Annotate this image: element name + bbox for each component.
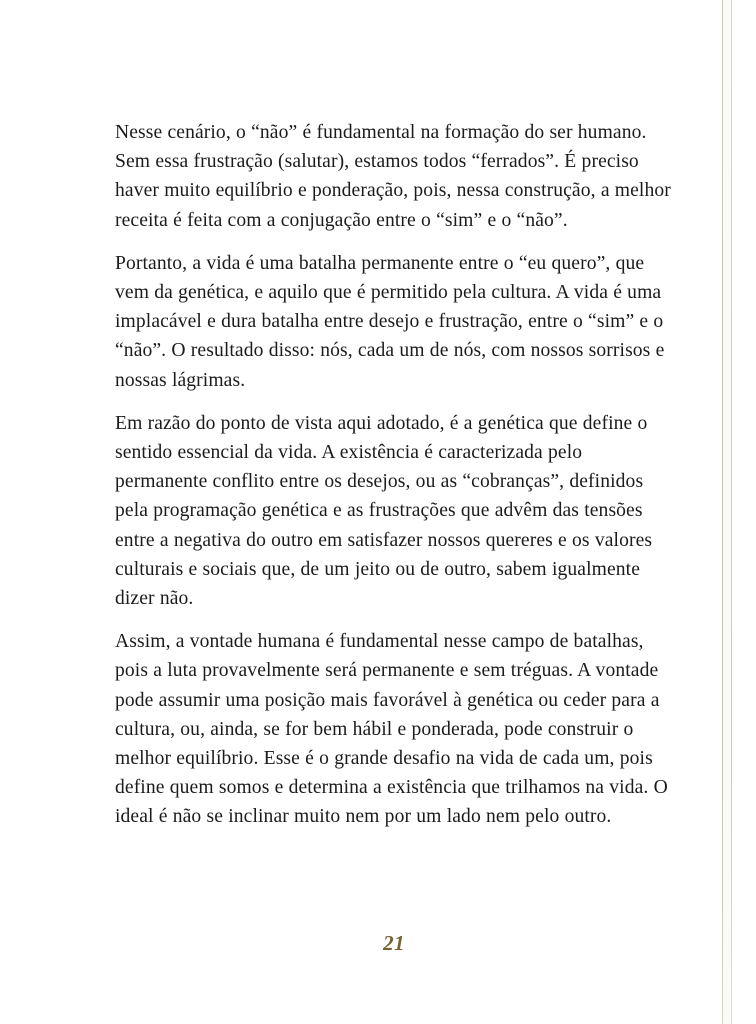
text-column xyxy=(115,118,673,832)
page-edge-line-inner xyxy=(722,0,723,1024)
body-paragraph: Assim, a vontade humana é fundamental nesse campo de batalhas, pois a luta provavelmente será permanente e sem tréguas. A vontade pode assumir uma posição mais favorável à genética ou ceder para a cultura, ou, ainda, se for bem hábil e ponderada, pode construir o melhor equilíbrio. Esse é o grande desafio na vida de cada um, pois define quem somos e determina a existência que trilhamos na vida. O ideal é não se inclinar muito nem por um lado nem pelo outro. xyxy=(115,631,668,828)
page-number: 21 xyxy=(383,931,405,955)
page-edge-gutter xyxy=(723,0,731,1024)
body-paragraph: Portanto, a vida é uma batalha permanente entre o “eu quero”, que vem da genética, e aquilo que é permitido pela cultura. A vida é uma implacável e dura batalha entre desejo e frustração, entre o “sim” e o “não”. O resultado disso: nós, cada um de nós, com nossos sorrisos e nossas lágrimas. xyxy=(115,252,665,391)
body-paragraph: Nesse cenário, o “não” é fundamental na formação do ser humano. Sem essa frustração (salutar), estamos todos “ferrados”. É preciso haver muito equilíbrio e ponderação, pois, nessa construção, a melhor receita é feita com a conjugação entre o “sim” e o “não”. xyxy=(115,122,671,231)
body-paragraph: Em razão do ponto de vista aqui adotado, é a genética que define o sentido essencial da vida. A existência é caracterizada pelo permanente conflito entre os desejos, ou as “cobranças”, definidos pela programação genética e as frustrações que advêm das tensões entre a negativa do outro em satisfazer nossos quereres e os valores culturais e sociais que, de um jeito ou de outro, sabem igualmente dizer não. xyxy=(115,412,653,610)
page-edge-line-outer xyxy=(731,0,732,1024)
